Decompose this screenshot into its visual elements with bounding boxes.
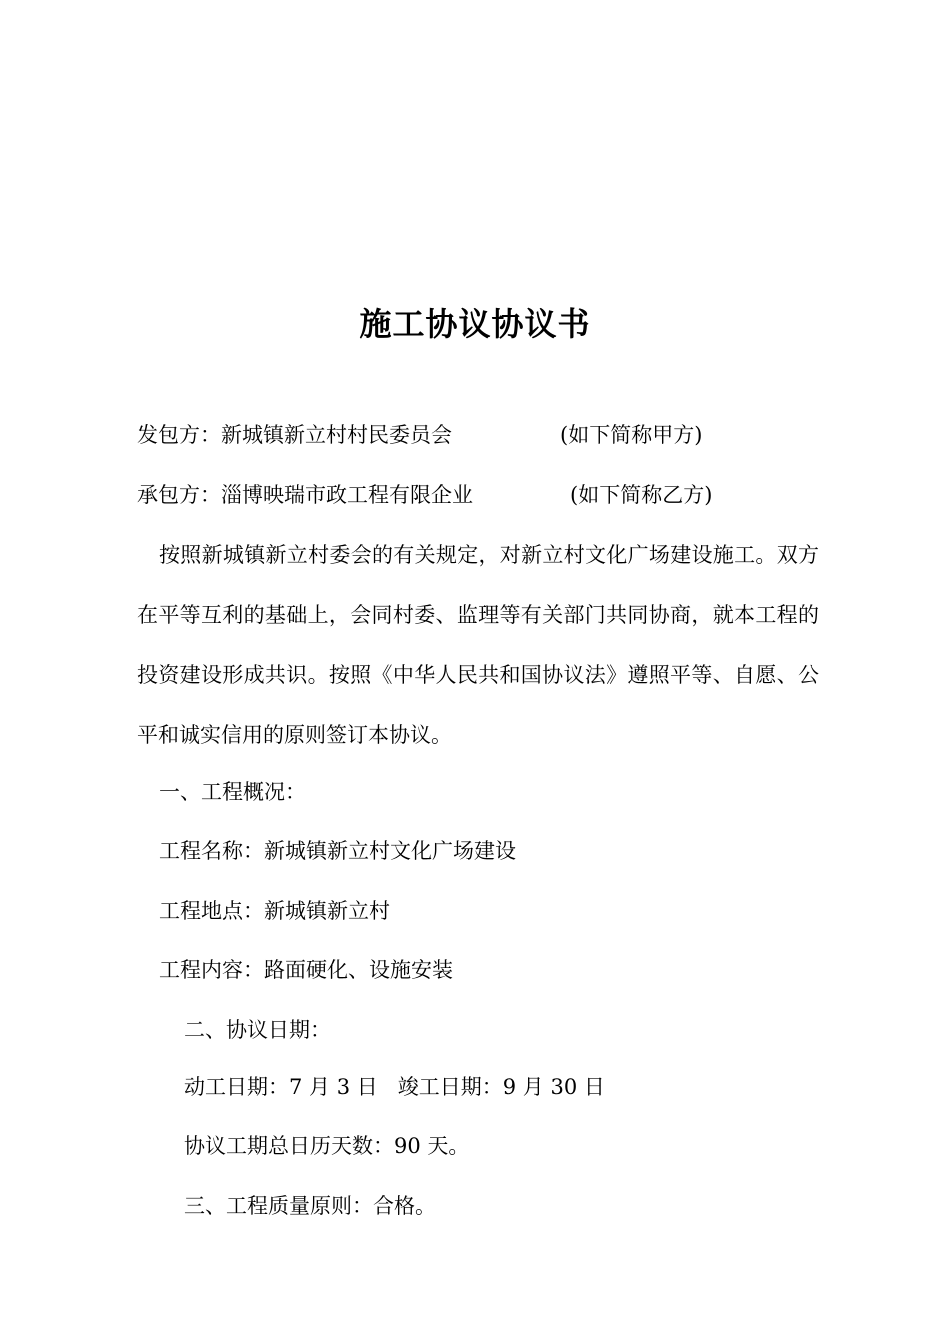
project-location: 工程地点：新城镇新立村: [159, 899, 390, 923]
section1-heading: 一、工程概况：: [159, 780, 306, 804]
contract-duration: 协议工期总日历天数：90 天。: [184, 1134, 470, 1158]
section2-heading: 二、协议日期：: [184, 1018, 331, 1042]
document-title: 施工协议协议书: [359, 305, 591, 343]
party-b-name: 承包方：淄博映瑞市政工程有限企业: [137, 483, 473, 507]
party-a-note: (如下简称甲方): [560, 423, 703, 447]
contract-dates: 动工日期：7 月 3 日 竣工日期：9 月 30 日: [184, 1075, 605, 1099]
project-name: 工程名称：新城镇新立村文化广场建设: [159, 839, 516, 863]
party-b-note: (如下简称乙方): [570, 483, 713, 507]
party-a-name: 发包方：新城镇新立村村民委员会: [137, 423, 452, 447]
party-b-line: [137, 480, 713, 510]
intro-paragraph: 按照新城镇新立村委会的有关规定，对新立村文化广场建设施工。双方在平等互利的基础上，会同村委、监理等有关部门共同协商，就本工程的投资建设形成共识。按照《中华人民共和国协议法》遵照平等、自愿、公平和诚实信用的原则签订本协议。: [137, 543, 819, 747]
project-content: 工程内容：路面硬化、设施安装: [159, 958, 453, 982]
party-a-line: [137, 420, 703, 450]
section3-heading: 三、工程质量原则：合格。: [184, 1194, 436, 1218]
